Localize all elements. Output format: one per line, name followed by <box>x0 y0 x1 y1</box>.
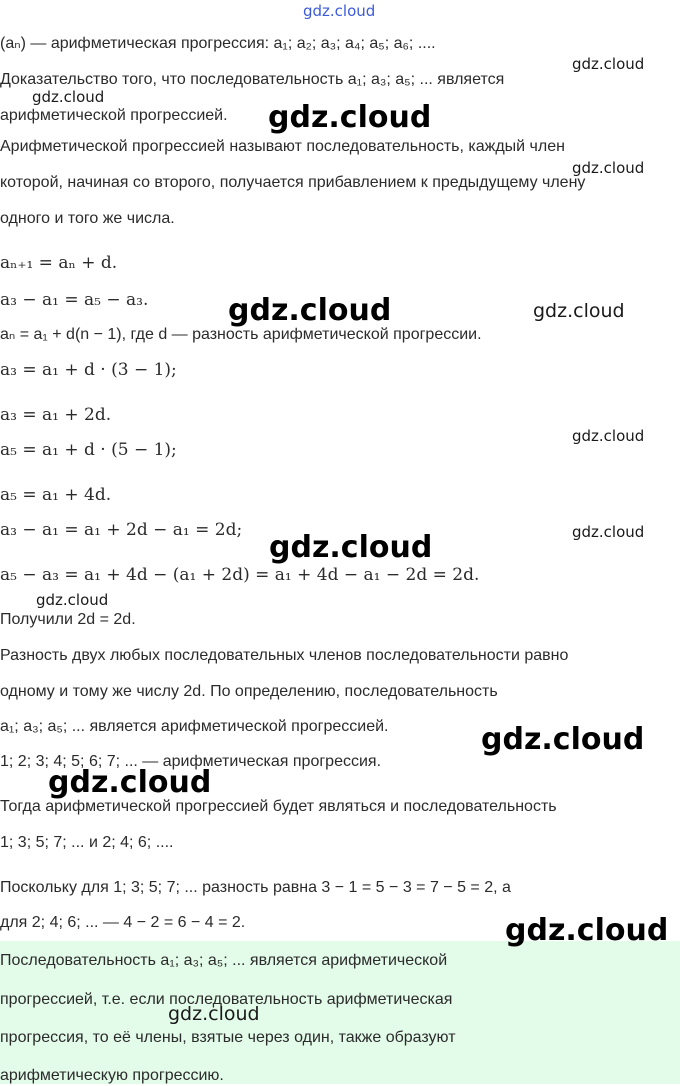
formula-a3-step1: a₃ = a₁ + d · (3 − 1); <box>0 360 177 380</box>
conclusion-line-3: прогрессия, то её члены, взятые через один, также образуют <box>0 1029 456 1046</box>
paragraph-3-line-2: 1; 3; 5; 7; ... и 2; 4; 6; .... <box>0 834 174 851</box>
paragraph-3-line-1: Тогда арифметической прогрессией будет являться и последовательность <box>0 798 557 815</box>
watermark-top: gdz.cloud <box>303 2 376 20</box>
formula-a5-step1: a₅ = a₁ + d · (5 − 1); <box>0 440 177 460</box>
watermark-small: gdz.cloud <box>168 1003 260 1025</box>
proof-statement-line-1: Доказательство того, что последовательность a₁; a₃; a₅; ... является <box>0 71 505 88</box>
paragraph-1-line-3: a₁; a₃; a₅; ... является арифметической прогрессией. <box>0 718 389 735</box>
watermark-large: gdz.cloud <box>505 913 669 948</box>
formula-general-term: aₙ = a₁ + d(n − 1), где d — разность арифметической прогрессии. <box>0 326 482 343</box>
formula-difference-1: a₃ − a₁ = a₁ + 2d − a₁ = 2d; <box>0 520 243 540</box>
definition-line-1: Арифметической прогрессией называют последовательность, каждый член <box>0 138 565 155</box>
watermark-large: gdz.cloud <box>269 530 433 565</box>
watermark-small: gdz.cloud <box>572 523 645 541</box>
watermark-small: gdz.cloud <box>572 159 645 177</box>
definition-line-2: которой, начиная со второго, получается прибавлением к предыдущему члену <box>0 174 586 191</box>
paragraph-1-line-1: Разность двух любых последовательных членов последовательности равно <box>0 647 569 664</box>
watermark-small: gdz.cloud <box>36 591 109 609</box>
paragraph-4-line-2: для 2; 4; 6; ... — 4 − 2 = 6 − 4 = 2. <box>0 914 246 931</box>
formula-a3-step2: a₃ = a₁ + 2d. <box>0 405 112 425</box>
watermark-large: gdz.cloud <box>268 100 432 135</box>
formula-recurrence: aₙ₊₁ = aₙ + d. <box>0 253 118 273</box>
conclusion-line-1: Последовательность a₁; a₃; a₅; ... является арифметической <box>0 952 448 969</box>
conclusion-line-2: прогрессией, т.е. если последовательность арифметическая <box>0 991 453 1008</box>
watermark-small: gdz.cloud <box>572 55 645 73</box>
conclusion-line-4: арифметическую прогрессию. <box>0 1067 224 1084</box>
watermark-small: gdz.cloud <box>572 427 645 445</box>
proof-statement-line-2: арифметической прогрессией. <box>0 107 228 124</box>
paragraph-4-line-1: Поскольку для 1; 3; 5; 7; ... разность равна 3 − 1 = 5 − 3 = 7 − 5 = 2, а <box>0 879 511 896</box>
result-line: Получили 2d = 2d. <box>0 611 136 628</box>
watermark-small: gdz.cloud <box>32 88 105 106</box>
natural-numbers-line: 1; 2; 3; 4; 5; 6; 7; ... — арифметическая прогрессия. <box>0 753 382 770</box>
formula-difference-2: a₅ − a₃ = a₁ + 4d − (a₁ + 2d) = a₁ + 4d − a₁ − 2d = 2d. <box>0 565 480 585</box>
paragraph-1-line-2: одному и тому же числу 2d. По определению, последовательность <box>0 683 498 700</box>
definition-line-3: одного и того же числа. <box>0 210 175 227</box>
watermark-small: gdz.cloud <box>533 300 625 322</box>
watermark-large: gdz.cloud <box>481 722 645 757</box>
watermark-large: gdz.cloud <box>228 293 392 328</box>
formula-to-prove: a₃ − a₁ = a₅ − a₃. <box>0 290 149 310</box>
watermark-large: gdz.cloud <box>48 765 212 800</box>
sequence-definition: (aₙ) — арифметическая прогрессия: a₁; a₂; a₃; a₄; a₅; a₆; .... <box>0 35 436 52</box>
formula-a5-step2: a₅ = a₁ + 4d. <box>0 485 112 505</box>
